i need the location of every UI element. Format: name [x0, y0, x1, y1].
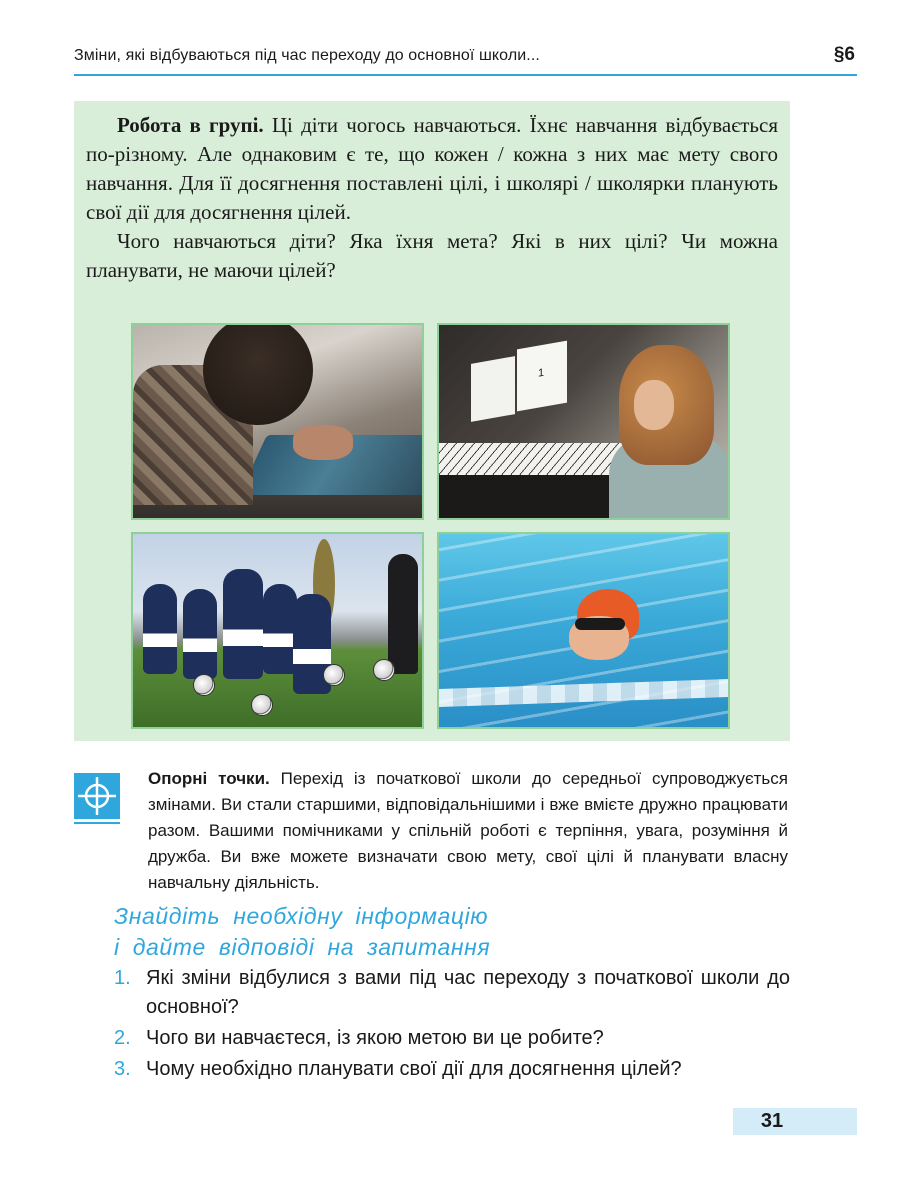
- photo-football-ball: [193, 674, 215, 696]
- photo-player: [223, 569, 263, 679]
- question-text: Чому необхідно планувати свої дії для досягнення цілей?: [146, 1058, 682, 1080]
- page-number-box: [733, 1108, 857, 1135]
- photo-football-ball: [373, 659, 395, 681]
- running-header: [74, 44, 857, 76]
- icon-underline: [74, 822, 120, 824]
- task-heading-line-2: і дайте відповіді на запитання: [114, 934, 491, 960]
- photo-player: [183, 589, 217, 679]
- photo-sheet-music-left: [471, 356, 515, 422]
- photo-coach: [388, 554, 418, 674]
- photo-sheet-music-right: [517, 341, 567, 412]
- question-item: [114, 1024, 790, 1053]
- page-number: 31: [760, 1110, 784, 1132]
- question-text: Чого ви навчаєтеся, із якою метою ви це робите?: [146, 1027, 604, 1049]
- photo-player: [143, 584, 177, 674]
- photo-football: [131, 532, 424, 729]
- photo-football-ball: [323, 664, 345, 686]
- group-work-paragraph-1-text: Ці діти чогось навчаються. Їхнє навчання відбувається по-різному. Але однаковим є те, що кожен / кожна з них має мету свого навчання. Для її досягнення поставлені цілі, і школярі / школярки планують свої дії для досягнення цілей.: [86, 113, 778, 224]
- key-points-text: [148, 766, 788, 896]
- question-item: [114, 964, 790, 1022]
- question-text: Які зміни відбулися з вами під час переходу з початкової школи до основної?: [146, 967, 790, 1018]
- group-work-text: [86, 111, 778, 285]
- group-work-paragraph-1: [86, 111, 778, 227]
- group-work-paragraph-2: Чого навчаються діти? Яка їхня мета? Які в них цілі? Чи можна планувати, не маючи цілей?: [86, 229, 778, 282]
- photo-boy-head: [203, 323, 313, 425]
- question-item: [114, 1055, 790, 1084]
- task-heading: [114, 901, 714, 963]
- key-points-body: Перехід із початкової школи до середньої супроводжується змінами. Ви стали старшими, відповідальнішими і вже вмієте дружно працювати разом. Вашими помічниками у спільній роботі є терпіння, увага, розуміння й дружба. Ви вже можете визначати свою мету, свої цілі й планувати власну навчальну діяльність.: [148, 769, 788, 892]
- questions-list: [114, 964, 790, 1086]
- photo-football-ball: [251, 694, 273, 716]
- question-number: 2.: [114, 1027, 131, 1049]
- key-points-lead: Опорні точки.: [148, 769, 270, 788]
- header-title: Зміни, які відбуваються під час переходу до основної школи...: [74, 47, 540, 64]
- group-work-lead: Робота в групі.: [117, 113, 264, 137]
- question-number: 3.: [114, 1058, 131, 1080]
- question-number: 1.: [114, 967, 131, 989]
- photo-swimming: [437, 532, 730, 729]
- photo-piano: [437, 323, 730, 520]
- photo-player: [263, 584, 297, 674]
- photo-boy-hand: [293, 425, 353, 460]
- section-number: §6: [833, 44, 855, 65]
- task-heading-line-1: Знайдіть необхідну інформацію: [114, 903, 489, 929]
- photo-goggles: [575, 618, 625, 630]
- photo-soldering: [131, 323, 424, 520]
- target-crosshair-icon: [74, 773, 120, 819]
- photo-sheet-label: 1: [538, 366, 545, 380]
- photo-girl-face: [634, 380, 674, 430]
